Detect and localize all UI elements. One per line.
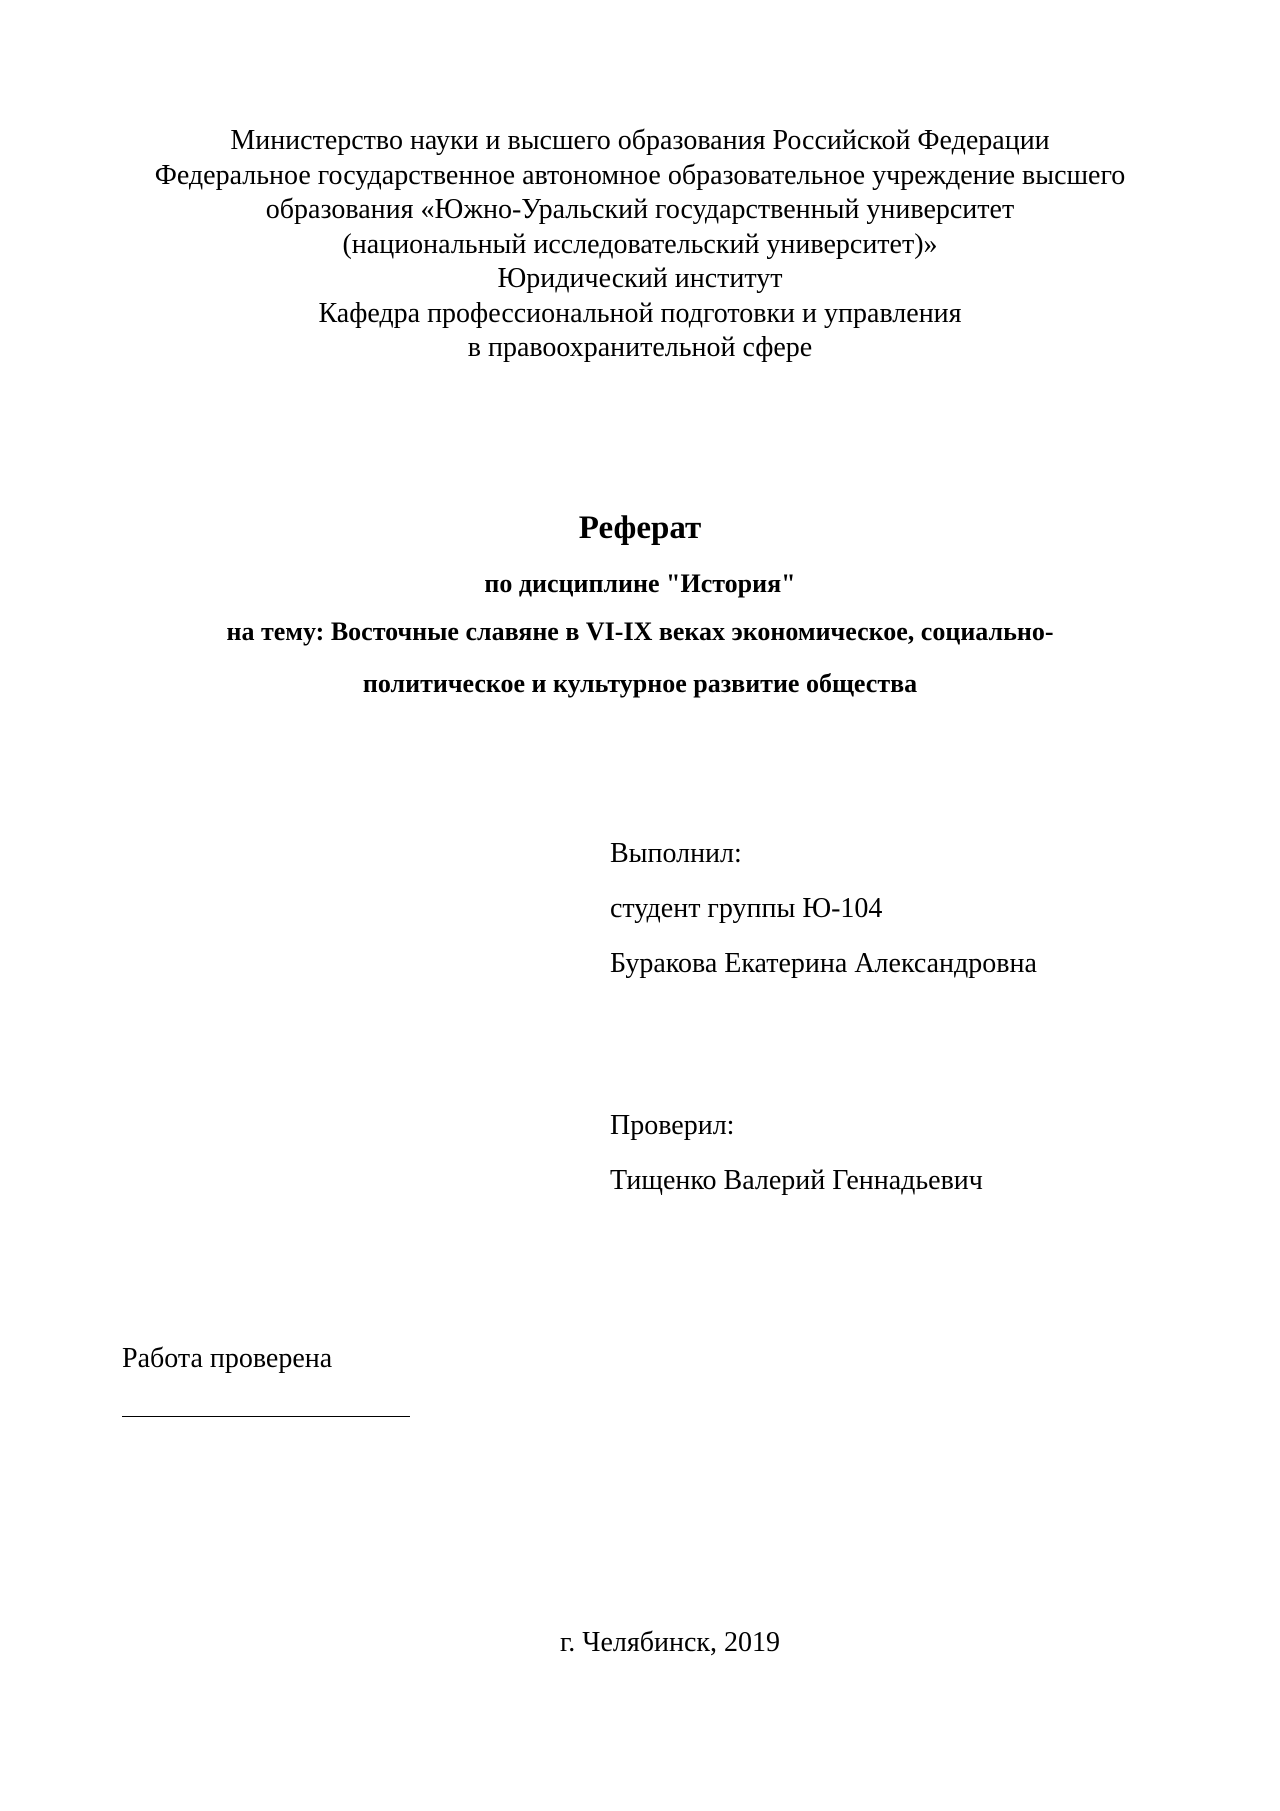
institute-line: Юридический институт bbox=[497, 263, 783, 294]
signature-underline bbox=[122, 1416, 410, 1417]
performed-by-label: Выполнил: bbox=[610, 838, 742, 869]
institution-header bbox=[0, 124, 1280, 366]
student-group: студент группы Ю-104 bbox=[610, 893, 883, 924]
discipline-line: по дисциплине "История" bbox=[484, 569, 796, 598]
department-line-2: в правоохранительной сфере bbox=[467, 332, 813, 363]
performed-by-block bbox=[610, 826, 1037, 991]
review-label: Работа проверена bbox=[122, 1343, 333, 1374]
institution-line-2: образования «Южно-Уральский государственный университет bbox=[265, 194, 1015, 225]
review-block bbox=[122, 1342, 410, 1417]
topic-line-1: на тему: Восточные славяне в VI-IX веках экономическое, социально- bbox=[226, 617, 1054, 646]
title-block bbox=[0, 508, 1280, 710]
teacher-name: Тищенко Валерий Геннадьевич bbox=[610, 1165, 983, 1196]
institution-line-3: (национальный исследовательский университет)» bbox=[342, 228, 938, 260]
topic-line-2: политическое и культурное развитие общества bbox=[362, 669, 918, 698]
institution-line-1: Федеральное государственное автономное образовательное учреждение высшего bbox=[154, 159, 1126, 191]
checked-by-block bbox=[610, 1098, 983, 1208]
city-year-footer: г. Челябинск, 2019 bbox=[559, 1627, 781, 1658]
document-type-title: Реферат bbox=[578, 510, 702, 546]
department-line-1: Кафедра профессиональной подготовки и управления bbox=[318, 297, 962, 329]
ministry-line: Министерство науки и высшего образования Российской Федерации bbox=[230, 125, 1050, 156]
student-name: Буракова Екатерина Александровна bbox=[610, 948, 1037, 979]
checked-by-label: Проверил: bbox=[610, 1110, 735, 1141]
